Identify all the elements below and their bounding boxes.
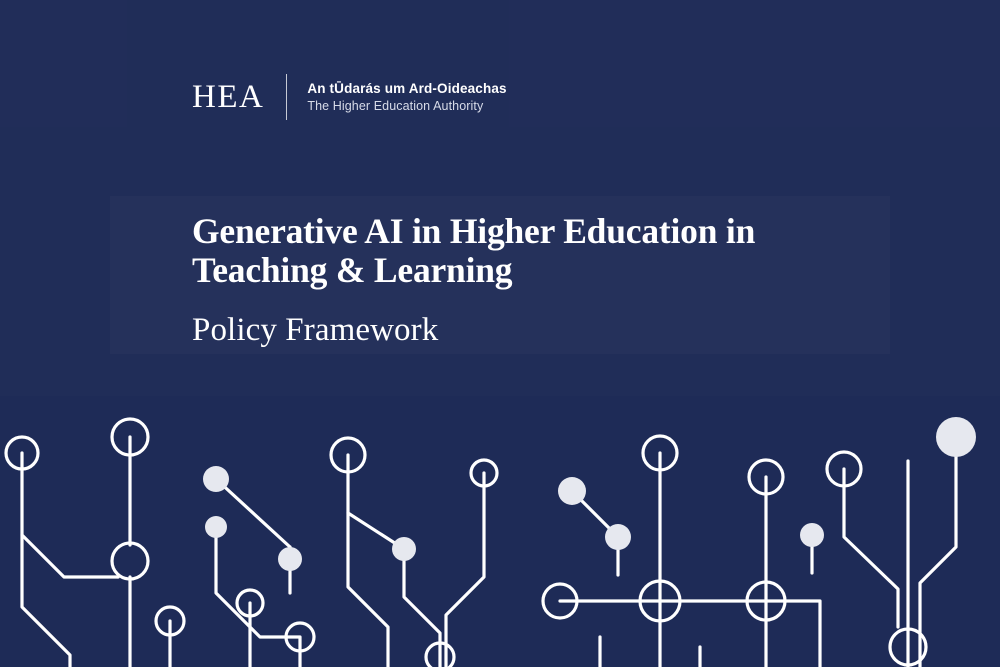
page-title-line-2: Teaching & Learning [192, 250, 513, 291]
page-subtitle: Policy Framework [192, 312, 439, 349]
logo-text-block [287, 81, 506, 113]
logo-name-irish: An tŪdаrás um Ard-Oideachas [307, 81, 507, 96]
page-title-line-1: Generative AI in Higher Education in [192, 211, 756, 251]
page-title [192, 212, 832, 290]
logo-name-english: The Higher Education Authority [307, 99, 484, 113]
circuit-board-nodes-graphic [0, 407, 1000, 667]
logo-wordmark: HEA [192, 78, 265, 115]
title-block [192, 212, 832, 348]
hea-logo [192, 72, 507, 122]
